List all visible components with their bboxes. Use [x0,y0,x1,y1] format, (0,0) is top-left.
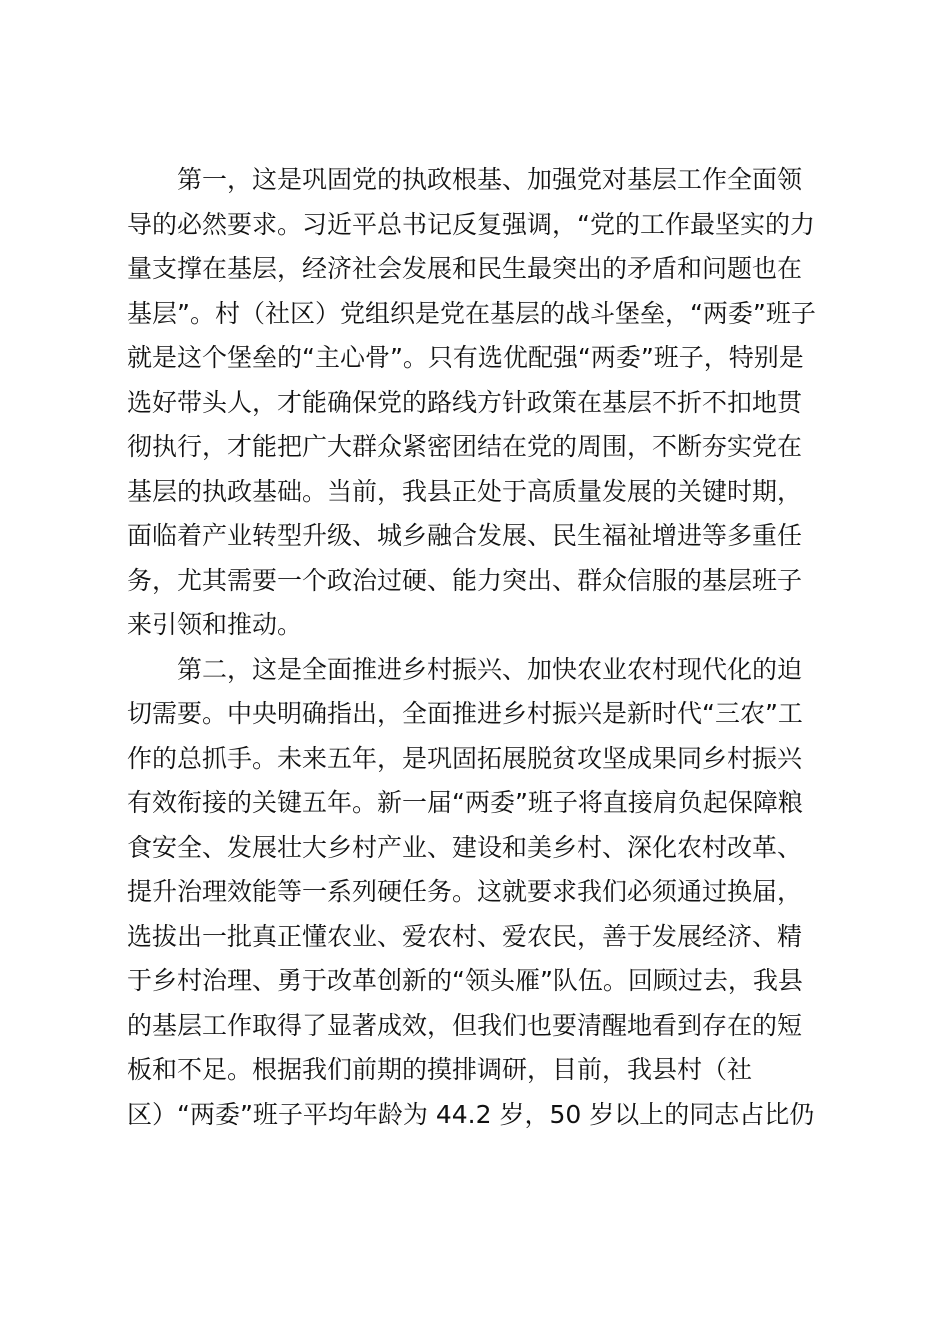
text-line: 量支撑在基层，经济社会发展和民生最突出的矛盾和问题也在 [127,254,803,283]
paragraph-first [127,158,823,648]
text-line: 选拔出一批真正懂农业、爱农村、爱农民，善于发展经济、精 [127,921,803,951]
text-line: 务，尤其需要一个政治过硬、能力突出、群众信服的基层班子 [127,565,803,595]
text-line: 导的必然要求。习近平总书记反复强调，“党的工作最坚实的力 [127,209,815,239]
text-line: 基层”。村（社区）党组织是党在基层的战斗堡垒，“两委”班子 [127,298,816,328]
text-line: 作的总抓手。未来五年，是巩固拓展脱贫攻坚成果同乡村振兴 [127,743,803,773]
text-line: 彻执行，才能把广大群众紧密团结在党的周围，不断夯实党在 [127,432,803,461]
text-line: 第一，这是巩固党的执政根基、加强党对基层工作全面领 [177,165,803,194]
text-line: 的基层工作取得了显著成效，但我们也要清醒地看到存在的短 [127,1010,803,1040]
text-line: 第二，这是全面推进乡村振兴、加快农业农村现代化的迫 [177,654,803,684]
text-line: 选好带头人，才能确保党的路线方针政策在基层不折不扣地贯 [127,387,803,417]
text-line: 面临着产业转型升级、城乡融合发展、民生福祉增进等多重任 [127,521,803,550]
text-line: 切需要。中央明确指出，全面推进乡村振兴是新时代“三农”工 [127,699,803,728]
text-line: 来引领和推动。 [127,610,303,639]
text-line: 食安全、发展壮大乡村产业、建设和美乡村、深化农村改革、 [127,832,803,862]
text-line: 基层的执政基础。当前，我县正处于高质量发展的关键时期， [127,476,803,506]
text-line: 于乡村治理、勇于改革创新的“领头雁”队伍。回顾过去，我县 [127,966,803,995]
text-line: 有效衔接的关键五年。新一届“两委”班子将直接肩负起保障粮 [127,788,803,817]
text-line: 提升治理效能等一系列硬任务。这就要求我们必须通过换届， [127,877,803,906]
document-body [127,158,823,1137]
text-line: 板和不足。根据我们前期的摸排调研，目前，我县村（社 [127,1055,753,1084]
text-line: 区）“两委”班子平均年龄为 44.2 岁，50 岁以上的同志占比仍 [127,1099,815,1129]
paragraph-second [127,648,823,1138]
text-line: 就是这个堡垒的“主心骨”。只有选优配强“两委”班子，特别是 [127,343,804,372]
